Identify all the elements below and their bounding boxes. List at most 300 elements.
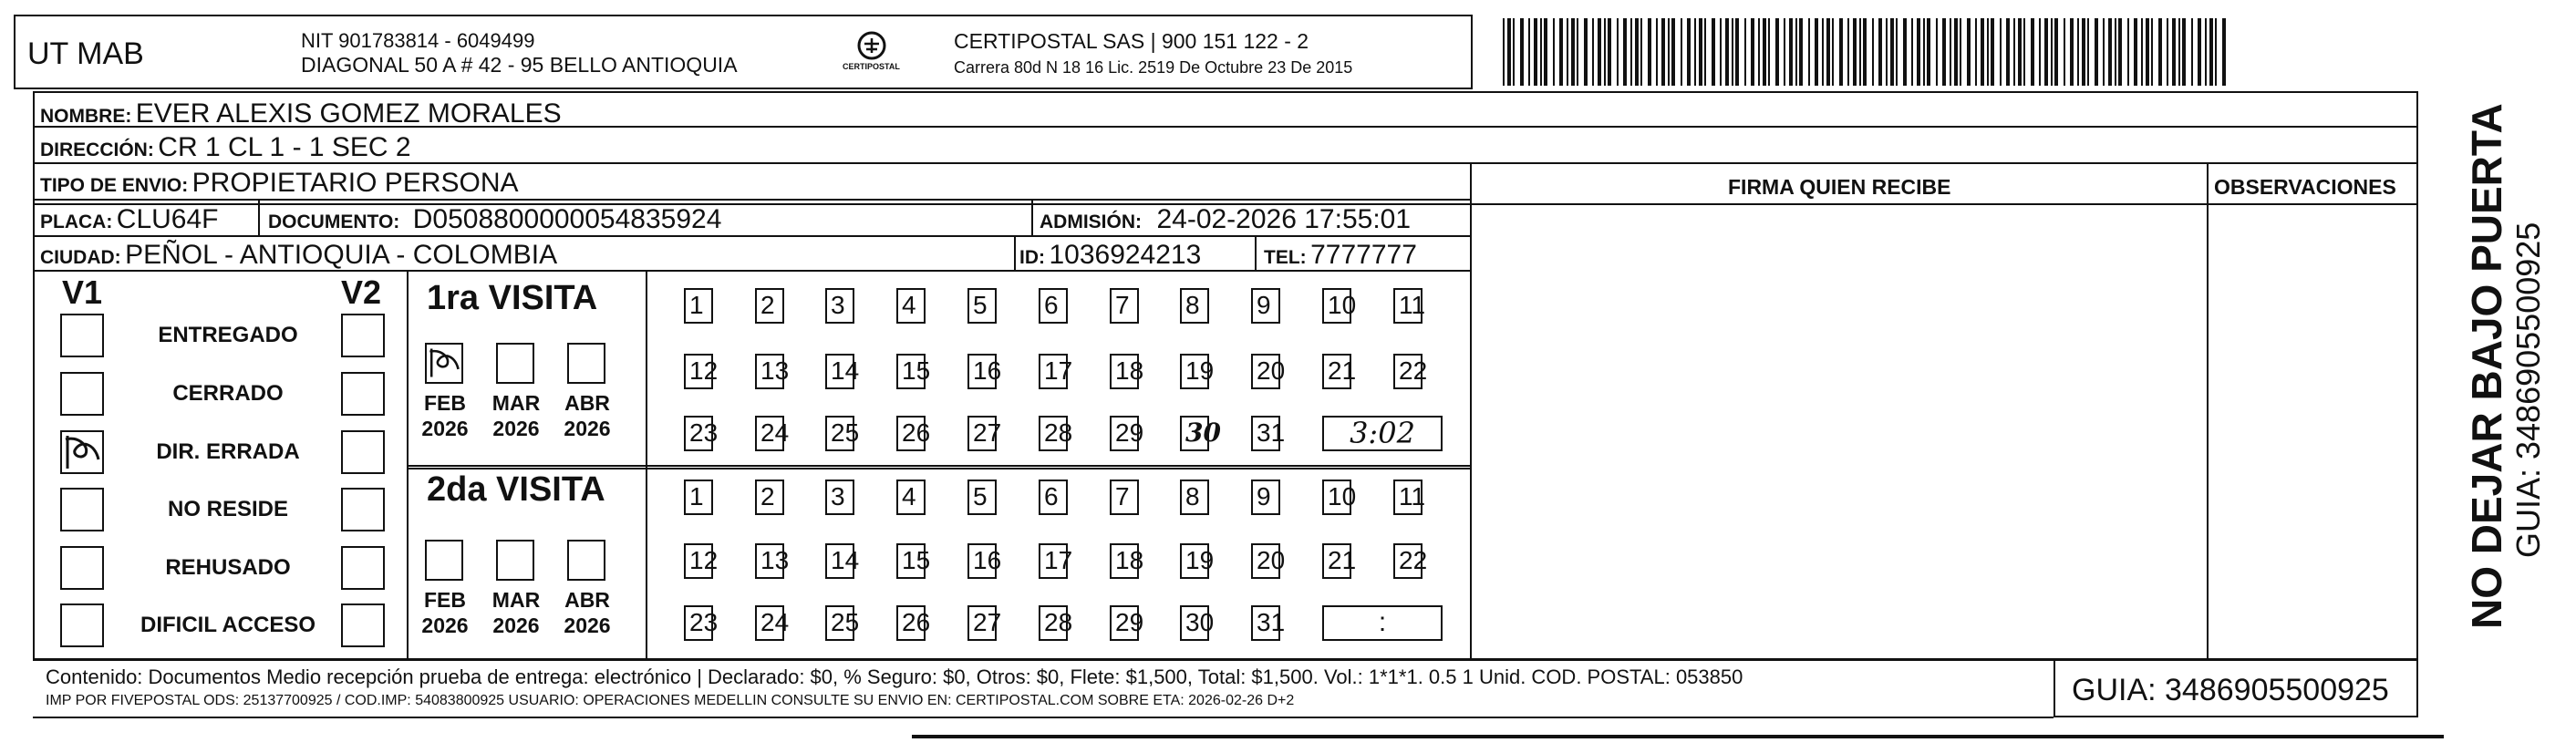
barcode-bar: [1699, 18, 1702, 86]
barcode-bar: [2077, 18, 2079, 86]
day-box[interactable]: [1393, 480, 1426, 515]
barcode-bar: [2044, 18, 2048, 86]
barcode-bar: [1839, 18, 1843, 86]
barcode-bar: [2054, 18, 2058, 86]
day-number: 11: [1399, 482, 1426, 511]
day-number: 26: [902, 418, 931, 447]
certipostal-logo: [839, 29, 905, 77]
day-number: 30: [1185, 608, 1215, 636]
nombre-label: NOMBRE: EVER ALEXIS GOMEZ MORALES: [40, 98, 562, 129]
day-box[interactable]: [684, 605, 719, 641]
day-box[interactable]: [755, 543, 790, 579]
barcode-bar: [1903, 18, 1907, 86]
barcode-bar: [2178, 18, 2180, 86]
day-number: 1: [689, 291, 704, 319]
day-number: 13: [760, 546, 790, 574]
day-box[interactable]: [825, 605, 860, 641]
barcode-bar: [2095, 18, 2098, 86]
day-box[interactable]: [755, 605, 790, 641]
barcode-bar: [1661, 18, 1665, 86]
barcode-bar: [1911, 18, 1913, 86]
placa-value: CLU64F: [116, 204, 219, 234]
day-number: 29: [1115, 608, 1144, 636]
barcode-bar: [1534, 18, 1537, 86]
day-box[interactable]: [1180, 354, 1215, 389]
barcode-bar: [1725, 18, 1729, 86]
barcode-bar: [2158, 18, 2162, 86]
v2-checkbox[interactable]: [341, 546, 385, 590]
day-number: 11: [1399, 291, 1426, 319]
v1-checkbox[interactable]: [60, 430, 104, 474]
day-number: 8: [1185, 482, 1200, 511]
v1-checkbox[interactable]: [60, 488, 104, 531]
barcode-bar: [1799, 18, 1803, 86]
barcode-bar: [1775, 18, 1779, 86]
barcode-bar: [1954, 18, 1958, 86]
day-box[interactable]: [1251, 416, 1286, 451]
day-box[interactable]: [967, 543, 1002, 579]
barcode-bar: [2039, 18, 2041, 86]
v1-checkbox[interactable]: [60, 603, 104, 647]
day-number: 13: [760, 356, 790, 385]
barcode-bar: [1768, 18, 1770, 86]
barcode-bar: [2031, 18, 2034, 86]
barcode-bar: [1648, 18, 1651, 86]
day-number: 20: [1257, 546, 1286, 574]
day-number: 5: [973, 291, 988, 319]
day-box[interactable]: [1110, 416, 1144, 451]
day-number: 5: [973, 482, 988, 511]
day-number: 4: [902, 291, 916, 319]
barcode-bar: [1859, 18, 1861, 86]
barcode-bar: [1950, 18, 1951, 86]
v2-checkbox[interactable]: [341, 488, 385, 531]
day-number: 17: [1044, 356, 1073, 385]
v1-checkbox[interactable]: [60, 314, 104, 357]
day-number: 26: [902, 608, 931, 636]
barcode-bar: [1832, 18, 1834, 86]
month-checkbox[interactable]: [496, 343, 534, 384]
day-box[interactable]: [1039, 605, 1073, 641]
barcode-bar: [1687, 18, 1691, 86]
visit1-title: 1ra VISITA: [427, 279, 598, 317]
month-checkbox[interactable]: [496, 540, 534, 581]
day-number: 12: [689, 546, 719, 574]
barcode-bar: [1656, 18, 1658, 86]
v1-label: V1: [62, 273, 103, 311]
barcode-bar: [1784, 18, 1785, 86]
carrier-name: CERTIPOSTAL SAS | 900 151 122 - 2: [954, 29, 1309, 53]
barcode-bar: [1503, 18, 1505, 86]
barcode-bar: [2127, 18, 2129, 86]
day-number: 1: [689, 482, 704, 511]
day-box[interactable]: [1393, 354, 1428, 389]
barcode-bar: [1668, 18, 1670, 86]
footer-imp: IMP POR FIVEPOSTAL ODS: 25137700925 / COD.IMP: 54083800925 USUARIO: OPERACIONES MEDELLIN CONSULTE SU ENVIO EN: CERTIPOSTAL.COM SOBRE ETA: 2026-02-26 D+2: [46, 693, 1295, 708]
day-box[interactable]: [1039, 354, 1073, 389]
day-box[interactable]: [896, 605, 931, 641]
month-checkbox[interactable]: [425, 540, 463, 581]
day-number: 28: [1044, 418, 1073, 447]
barcode-bar: [1640, 18, 1642, 86]
day-number: 3: [831, 482, 845, 511]
status-label: ENTREGADO: [158, 323, 298, 347]
barcode-bar: [1917, 18, 1920, 86]
barcode-bar: [1577, 18, 1578, 86]
barcode-bar: [1808, 18, 1810, 86]
documento-label: DOCUMENTO: D0508800000054835924: [268, 204, 722, 234]
direccion-label: DIRECCIÓN: CR 1 CL 1 - 1 SEC 2: [40, 132, 411, 162]
day-box[interactable]: [825, 543, 860, 579]
barcode-bar: [2103, 18, 2105, 86]
day-box[interactable]: [1393, 288, 1426, 324]
barcode-bar: [1617, 18, 1619, 86]
barcode-bar: [1763, 18, 1766, 86]
day-number: 24: [760, 608, 790, 636]
barcode-bar: [1975, 18, 1977, 86]
month-checkbox[interactable]: [425, 343, 463, 384]
time-value: 3:02: [1350, 416, 1415, 450]
barcode-bar: [2215, 18, 2217, 86]
day-number: 21: [1328, 546, 1357, 574]
day-box[interactable]: [684, 288, 713, 324]
day-box[interactable]: [1251, 354, 1286, 389]
day-box[interactable]: [1322, 543, 1357, 579]
tipo-envio-label: TIPO DE ENVIO: PROPIETARIO PERSONA: [40, 168, 519, 198]
barcode-bar: [2191, 18, 2193, 86]
day-number: 23: [689, 608, 719, 636]
observaciones-label: OBSERVACIONES: [2214, 175, 2396, 199]
barcode-bar: [2000, 18, 2002, 86]
barcode-bar: [1671, 18, 1675, 86]
barcode-bar: [1694, 18, 1696, 86]
barcode-bar: [2013, 18, 2015, 86]
day-box[interactable]: [967, 480, 997, 515]
day-box[interactable]: [825, 288, 854, 324]
nombre-value: EVER ALEXIS GOMEZ MORALES: [135, 98, 562, 129]
barcode-bar: [1635, 18, 1639, 86]
day-number: 16: [973, 546, 1002, 574]
barcode-bar: [1936, 18, 1938, 86]
day-box[interactable]: [684, 543, 719, 579]
month-label: MAR: [491, 588, 541, 612]
company-name: UT MAB: [27, 36, 144, 71]
time-box[interactable]: [1322, 605, 1443, 641]
placa-label: PLACA: CLU64F: [40, 204, 219, 234]
day-number: 24: [760, 418, 790, 447]
barcode-bar: [1981, 18, 1984, 86]
day-box[interactable]: [896, 416, 931, 451]
day-box[interactable]: [1251, 605, 1286, 641]
day-number: 15: [902, 546, 931, 574]
barcode-bar: [1890, 18, 1894, 86]
barcode-bar: [1847, 18, 1849, 86]
day-box[interactable]: [1180, 543, 1215, 579]
barcode-bar: [1513, 18, 1515, 86]
day-number: 22: [1399, 546, 1428, 574]
barcode-bar: [2118, 18, 2122, 86]
time-box[interactable]: [1322, 416, 1443, 451]
barcode-bar: [1967, 18, 1971, 86]
barcode-bar: [1732, 18, 1733, 86]
barcode-bar: [1623, 18, 1627, 86]
day-box[interactable]: [1251, 480, 1280, 515]
status-label: REHUSADO: [165, 555, 291, 580]
day-box[interactable]: [1110, 480, 1139, 515]
day-number: 19: [1185, 356, 1215, 385]
month-year: 2026: [564, 614, 611, 637]
id-label: ID: 1036924213: [1019, 240, 1202, 270]
barcode-bar: [2108, 18, 2112, 86]
id-value: 1036924213: [1049, 240, 1202, 270]
v1-checkbox[interactable]: [60, 546, 104, 590]
barcode-bar: [1991, 18, 1994, 86]
v2-checkbox[interactable]: [341, 372, 385, 416]
v2-label: V2: [341, 273, 382, 311]
day-box[interactable]: [1322, 288, 1357, 324]
barcode-bar: [2134, 18, 2137, 86]
barcode-bar: [1544, 18, 1547, 86]
barcode-bar: [2167, 18, 2168, 86]
barcode-bar: [1822, 18, 1824, 86]
admision-label: ADMISIÓN: 24-02-2026 17:55:01: [1040, 204, 1412, 234]
barcode-bar: [2146, 18, 2149, 86]
barcode-bar: [2018, 18, 2022, 86]
barcode-bar: [1540, 18, 1542, 86]
barcode-bar: [2064, 18, 2065, 86]
barcode-bar: [1704, 18, 1706, 86]
tel-label: TEL: 7777777: [1264, 240, 1417, 270]
barcode-bar: [1863, 18, 1867, 86]
day-number: 10: [1328, 291, 1357, 319]
month-label: FEB: [424, 391, 466, 415]
day-box[interactable]: [1110, 543, 1144, 579]
day-number: 12: [689, 356, 719, 385]
month-year: 2026: [564, 417, 611, 440]
day-box[interactable]: [896, 480, 926, 515]
barcode-bar: [1604, 18, 1606, 86]
day-number: 9: [1257, 482, 1271, 511]
day-number: 3: [831, 291, 845, 319]
day-number: 4: [902, 482, 916, 511]
day-box[interactable]: [1039, 416, 1073, 451]
barcode-bar: [1795, 18, 1797, 86]
day-box[interactable]: [1251, 288, 1280, 324]
day-number: 31: [1257, 608, 1286, 636]
ciudad-label: CIUDAD: PEÑOL - ANTIOQUIA - COLOMBIA: [40, 240, 558, 270]
day-number: 29: [1115, 418, 1144, 447]
barcode-bar: [1712, 18, 1715, 86]
month-label: FEB: [424, 588, 466, 612]
day-number: 6: [1044, 291, 1059, 319]
day-box[interactable]: [967, 354, 1002, 389]
day-number: 14: [831, 356, 860, 385]
day-box[interactable]: [1180, 416, 1221, 451]
day-box[interactable]: [684, 416, 719, 451]
day-box[interactable]: [1039, 288, 1068, 324]
company-address: DIAGONAL 50 A # 42 - 95 BELLO ANTIOQUIA: [301, 53, 738, 77]
day-box[interactable]: [1110, 288, 1139, 324]
v2-checkbox[interactable]: [341, 603, 385, 647]
day-number: 30: [1185, 418, 1221, 448]
day-box[interactable]: [1180, 480, 1209, 515]
company-nit: NIT 901783814 - 6049499: [301, 29, 535, 52]
barcode-bar: [1681, 18, 1682, 86]
day-box[interactable]: [755, 416, 790, 451]
day-box[interactable]: [1110, 354, 1144, 389]
barcode-bar: [1987, 18, 1989, 86]
day-box[interactable]: [1110, 605, 1144, 641]
day-box[interactable]: [896, 288, 926, 324]
day-number: 8: [1185, 291, 1200, 319]
barcode-bar: [1927, 18, 1930, 86]
v2-checkbox[interactable]: [341, 430, 385, 474]
month-label: ABR: [564, 391, 610, 415]
barcode-bar: [1826, 18, 1830, 86]
day-number: 2: [760, 291, 775, 319]
barcode-bar: [2023, 18, 2025, 86]
barcode-bar: [1592, 18, 1594, 86]
day-number: 14: [831, 546, 860, 574]
day-number: 31: [1257, 418, 1286, 447]
day-box[interactable]: [896, 543, 931, 579]
v2-checkbox[interactable]: [341, 314, 385, 357]
day-box[interactable]: [967, 288, 997, 324]
carrier-license: Carrera 80d N 18 16 Lic. 2519 De Octubre 23 De 2015: [954, 58, 1353, 77]
day-box[interactable]: [1322, 480, 1357, 515]
day-number: 27: [973, 608, 1002, 636]
month-label: MAR: [491, 391, 541, 415]
admision-value: 24-02-2026 17:55:01: [1156, 204, 1412, 234]
barcode-bar: [1608, 18, 1611, 86]
day-number: 10: [1328, 482, 1357, 511]
day-number: 17: [1044, 546, 1073, 574]
tipo-envio-value: PROPIETARIO PERSONA: [191, 168, 519, 198]
day-number: 19: [1185, 546, 1215, 574]
day-box[interactable]: [896, 354, 931, 389]
month-checkbox[interactable]: [567, 540, 605, 581]
barcode-bar: [1735, 18, 1739, 86]
day-box[interactable]: [825, 480, 854, 515]
barcode-bar: [1630, 18, 1632, 86]
day-box[interactable]: [825, 416, 860, 451]
day-number: 7: [1115, 291, 1130, 319]
visit2-title: 2da VISITA: [427, 470, 605, 509]
day-number: 28: [1044, 608, 1073, 636]
day-box[interactable]: [755, 288, 784, 324]
barcode-bar: [1553, 18, 1555, 86]
barcode-bar: [2222, 18, 2226, 86]
barcode-bar: [1853, 18, 1857, 86]
day-number: 2: [760, 482, 775, 511]
day-box[interactable]: [1180, 288, 1209, 324]
day-box[interactable]: [1251, 543, 1286, 579]
day-number: 7: [1115, 482, 1130, 511]
status-label: CERRADO: [172, 381, 284, 406]
day-number: 6: [1044, 482, 1059, 511]
day-box[interactable]: [1180, 605, 1215, 641]
barcode-bar: [2051, 18, 2053, 86]
barcode-bar: [2172, 18, 2176, 86]
barcode-bar: [1528, 18, 1530, 86]
barcode-bar: [1744, 18, 1746, 86]
day-number: 9: [1257, 291, 1271, 319]
barcode-bar: [1942, 18, 1946, 86]
status-label: DIFICIL ACCESO: [140, 613, 316, 637]
documento-value: D0508800000054835924: [412, 204, 722, 234]
day-box[interactable]: [1039, 480, 1068, 515]
day-box[interactable]: [684, 354, 719, 389]
barcode-bar: [1598, 18, 1601, 86]
barcode-bar: [2205, 18, 2207, 86]
day-box[interactable]: [684, 480, 713, 515]
day-number: 25: [831, 608, 860, 636]
day-number: 25: [831, 418, 860, 447]
barcode-bar: [1815, 18, 1818, 86]
barcode-bar: [1789, 18, 1793, 86]
barcode-bar: [2070, 18, 2074, 86]
barcode-bar: [2182, 18, 2186, 86]
barcode-bar: [2198, 18, 2201, 86]
barcode-bar: [2006, 18, 2010, 86]
barcode-bar: [1559, 18, 1563, 86]
day-box[interactable]: [755, 480, 784, 515]
tel-value: 7777777: [1310, 240, 1417, 270]
footer-contenido: Contenido: Documentos Medio recepción prueba de entrega: electrónico | Declarado: $0, % Seguro: $0, Otros: $0, Flete: $1,500, Total: $1,500. Vol.: 1*1*1. 0.5 1 Unid. COD. POSTAL: 053850: [46, 665, 1743, 688]
barcode-bar: [1507, 18, 1511, 86]
status-label: NO RESIDE: [167, 497, 289, 521]
barcode-bar: [1751, 18, 1754, 86]
day-box[interactable]: [967, 605, 1002, 641]
barcode-bar: [1923, 18, 1925, 86]
day-number: 27: [973, 418, 1002, 447]
barcode: [1503, 18, 2232, 86]
day-box[interactable]: [1039, 543, 1073, 579]
barcode-bar: [1878, 18, 1882, 86]
day-box[interactable]: [825, 354, 860, 389]
day-number: 22: [1399, 356, 1428, 385]
time-value: :: [1378, 607, 1387, 637]
day-number: 15: [902, 356, 931, 385]
barcode-bar: [2141, 18, 2143, 86]
month-checkbox[interactable]: [567, 343, 605, 384]
barcode-bar: [1758, 18, 1760, 86]
barcode-bar: [1571, 18, 1575, 86]
month-year: 2026: [492, 614, 540, 637]
barcode-bar: [1886, 18, 1888, 86]
barcode-bar: [1567, 18, 1568, 86]
barcode-bar: [1720, 18, 1722, 86]
barcode-bar: [1584, 18, 1588, 86]
day-number: 23: [689, 418, 719, 447]
barcode-bar: [2151, 18, 2153, 86]
day-box[interactable]: [967, 416, 1002, 451]
footer-guia: GUIA: 3486905500925: [2072, 673, 2389, 707]
day-box[interactable]: [755, 354, 790, 389]
day-number: 18: [1115, 546, 1144, 574]
month-label: ABR: [564, 588, 610, 612]
direccion-value: CR 1 CL 1 - 1 SEC 2: [158, 132, 411, 162]
barcode-bar: [1872, 18, 1874, 86]
day-box[interactable]: [1322, 354, 1357, 389]
v1-checkbox[interactable]: [60, 372, 104, 416]
day-box[interactable]: [1393, 543, 1428, 579]
firma-quien-recibe-label: FIRMA QUIEN RECIBE: [1728, 175, 1951, 199]
barcode-bar: [2115, 18, 2116, 86]
barcode-bar: [2082, 18, 2085, 86]
month-year: 2026: [421, 614, 469, 637]
month-year: 2026: [421, 417, 469, 440]
